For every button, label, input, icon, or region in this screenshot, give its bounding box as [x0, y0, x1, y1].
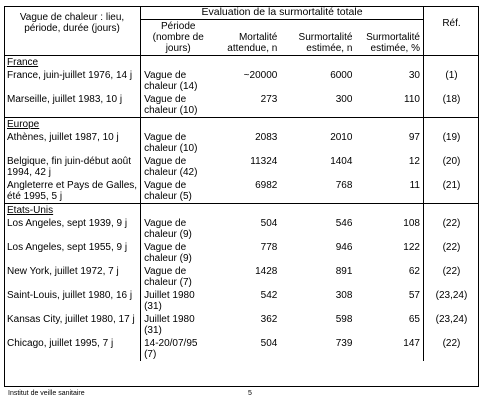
cell-lieu: Saint-Louis, juillet 1980, 16 j: [7, 290, 133, 301]
footer-page-number: 5: [248, 390, 252, 397]
header-ref: Réf.: [423, 6, 479, 56]
group-header-row: [4, 56, 479, 70]
header-row-1: [4, 6, 479, 20]
empty-cell: [355, 56, 423, 70]
cell-surmort-pct: 62: [408, 266, 420, 277]
cell-lieu: New York, juillet 1972, 7 j: [7, 266, 119, 277]
cell-ref: (1): [423, 69, 479, 93]
group-name: Europe: [4, 118, 141, 132]
cell-periode: Vague de chaleur (42): [141, 155, 216, 179]
group-header-row: [4, 204, 479, 218]
cell-surmort-n: 598: [335, 314, 353, 325]
table-row: [4, 217, 479, 241]
cell-surmort-n: 2010: [330, 132, 353, 143]
group-name: Etats-Unis: [4, 204, 141, 218]
header-vague: Vague de chaleur : lieu, période, durée (jours): [4, 6, 141, 56]
cell-surmort-n: 300: [335, 94, 353, 105]
empty-cell: [423, 56, 479, 70]
table-body: [4, 56, 479, 362]
table-row: [4, 337, 479, 361]
cell-surmort-pct: 108: [403, 218, 420, 229]
cell-ref: (19): [423, 131, 479, 155]
cell-mortalite: 273: [260, 94, 278, 105]
cell-mortalite: 504: [260, 338, 278, 349]
cell-mortalite: 504: [260, 218, 278, 229]
cell-mortalite: 542: [260, 290, 278, 301]
cell-periode: Vague de chaleur (9): [141, 241, 216, 265]
cell-surmort-n: 546: [335, 218, 353, 229]
empty-cell: [280, 204, 355, 218]
cell-ref: (22): [423, 337, 479, 361]
table-row: [4, 69, 479, 93]
surmortalite-table: [4, 6, 479, 361]
cell-ref: (21): [423, 179, 479, 204]
cell-surmort-n: 6000: [330, 70, 353, 81]
table-row: [4, 93, 479, 118]
cell-periode: Juillet 1980 (31): [141, 313, 216, 337]
table-row: [4, 241, 479, 265]
cell-lieu: Belgique, fin juin-début août 1994, 42 j: [7, 156, 131, 178]
table-row: [4, 155, 479, 179]
header-surmort-pct: Surmortalité estimée, %: [355, 20, 423, 56]
empty-cell: [215, 56, 280, 70]
cell-lieu: Los Angeles, sept 1939, 9 j: [7, 218, 128, 229]
cell-periode: 14-20/07/95 (7): [141, 337, 216, 361]
cell-surmort-n: 308: [335, 290, 353, 301]
cell-mortalite: 11324: [250, 156, 278, 167]
table-row: [4, 179, 479, 204]
cell-ref: (22): [423, 265, 479, 289]
cell-ref: (20): [423, 155, 479, 179]
cell-periode: Vague de chaleur (10): [141, 131, 216, 155]
cell-surmort-pct: 12: [408, 156, 420, 167]
cell-periode: Vague de chaleur (10): [141, 93, 216, 118]
cell-periode: Vague de chaleur (5): [141, 179, 216, 204]
cell-surmort-pct: 30: [408, 70, 420, 81]
empty-cell: [423, 118, 479, 132]
cell-periode: Vague de chaleur (7): [141, 265, 216, 289]
cell-mortalite: 6982: [255, 180, 278, 191]
cell-surmort-n: 891: [335, 266, 353, 277]
cell-lieu: Kansas City, juillet 1980, 17 j: [7, 314, 135, 325]
table-row: [4, 313, 479, 337]
empty-cell: [423, 204, 479, 218]
cell-surmort-pct: 65: [408, 314, 420, 325]
cell-mortalite: ~20000: [243, 70, 278, 81]
page-footer: [8, 390, 483, 397]
cell-ref: (18): [423, 93, 479, 118]
empty-cell: [215, 118, 280, 132]
table-row: [4, 289, 479, 313]
cell-surmort-pct: 147: [403, 338, 420, 349]
cell-surmort-pct: 110: [404, 94, 420, 105]
header-evaluation: Evaluation de la surmortalité totale: [141, 6, 424, 20]
cell-lieu: Los Angeles, sept 1955, 9 j: [7, 242, 128, 253]
table-row: [4, 131, 479, 155]
header-periode: Période (nombre de jours): [141, 20, 216, 56]
cell-ref: (22): [423, 217, 479, 241]
cell-lieu: Angleterre et Pays de Galles, été 1995, 5 j: [7, 180, 138, 202]
header-surmort-n: Surmortalité estimée, n: [280, 20, 355, 56]
cell-ref: (23,24): [423, 313, 479, 337]
cell-mortalite: 362: [260, 314, 278, 325]
cell-surmort-n: 946: [335, 242, 353, 253]
cell-mortalite: 1428: [255, 266, 278, 277]
cell-ref: (23,24): [423, 289, 479, 313]
empty-cell: [280, 56, 355, 70]
cell-surmort-pct: 97: [408, 132, 420, 143]
table-row: [4, 265, 479, 289]
empty-cell: [355, 204, 423, 218]
cell-periode: Vague de chaleur (14): [141, 69, 216, 93]
empty-cell: [141, 204, 216, 218]
cell-mortalite: 778: [260, 242, 278, 253]
cell-surmort-pct: 122: [403, 242, 420, 253]
cell-surmort-n: 739: [335, 338, 353, 349]
group-name: France: [7, 57, 39, 68]
footer-institution: Institut de veille sanitaire: [8, 390, 85, 397]
cell-surmort-pct: 57: [408, 290, 420, 301]
cell-lieu: France, juin-juillet 1976, 14 j: [7, 70, 133, 81]
cell-surmort-n: 768: [335, 180, 353, 191]
cell-surmort-n: 1404: [330, 156, 353, 167]
empty-cell: [141, 118, 216, 132]
cell-periode: Vague de chaleur (9): [141, 217, 216, 241]
header-mortalite: Mortalité attendue, n: [215, 20, 280, 56]
group-header-row: [4, 118, 479, 132]
cell-lieu: Marseille, juillet 1983, 10 j: [7, 94, 123, 105]
empty-cell: [280, 118, 355, 132]
cell-lieu: Athènes, juillet 1987, 10 j: [7, 132, 119, 143]
empty-cell: [215, 204, 280, 218]
empty-cell: [141, 56, 216, 70]
cell-surmort-pct: 11: [409, 180, 420, 191]
cell-periode: Juillet 1980 (31): [141, 289, 216, 313]
cell-lieu: Chicago, juillet 1995, 7 j: [7, 338, 114, 349]
empty-cell: [355, 118, 423, 132]
cell-mortalite: 2083: [255, 132, 278, 143]
cell-ref: (22): [423, 241, 479, 265]
